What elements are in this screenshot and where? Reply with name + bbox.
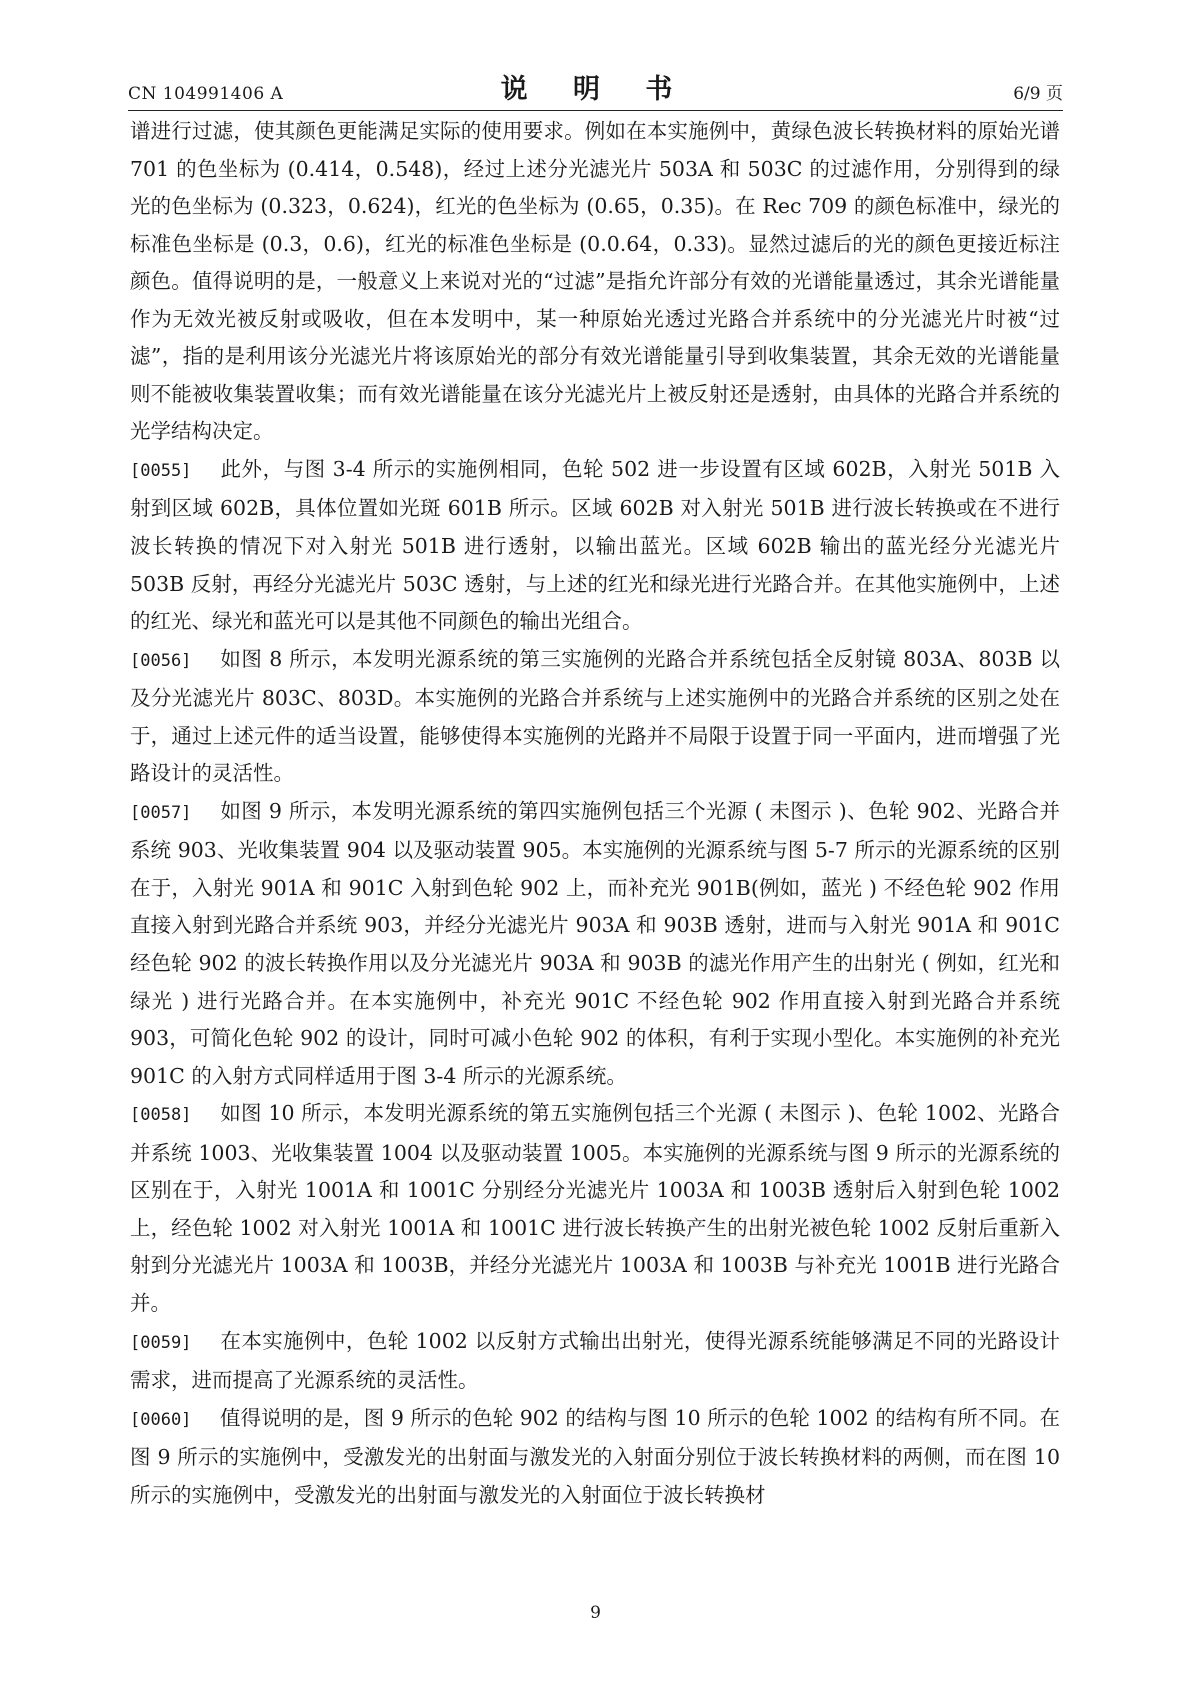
paragraph-number: [0055] [130, 460, 192, 481]
paragraph-number: [0059] [130, 1332, 192, 1353]
paragraph-text: 如图 9 所示，本发明光源系统的第四实施例包括三个光源 ( 未图示 )、色轮 902、光路合并系统 903、光收集装置 904 以及驱动装置 905。本实施例的光源系统与图 5-7 所示的光源系统的区别在于，入射光 901A 和 901C 入射到色轮 902 上，而补充光 901B(例如，蓝光 ) 不经色轮 902 作用直接入射到光路合并系统 903，并经分光滤光片 903A 和 903B 透射，进而与入射光 901A 和 901C 经色轮 902 的波长转换作用以及分光滤光片 903A 和 903B 的滤光作用产生的出射光 ( 例如，红光和绿光 ) 进行光路合并。在本实施例中，补充光 901C 不经色轮 902 作用直接入射到光路合并系统 903，可简化色轮 902 的设计，同时可减小色轮 902 的体积，有利于实现小型化。本实施例的补充光 901C 的入射方式同样适用于图 3-4 所示的光源系统。 [130, 798, 1060, 1088]
document-body [130, 113, 1060, 1514]
paragraph-0055 [130, 451, 1060, 641]
paragraph-0056 [130, 641, 1060, 793]
paragraph-0058 [130, 1095, 1060, 1322]
paragraph-text: 值得说明的是，图 9 所示的色轮 902 的结构与图 10 所示的色轮 1002 的结构有所不同。在图 9 所示的实施例中，受激发光的出射面与激发光的入射面分别位于波长转换材料的两侧，而在图 10 所示的实施例中，受激发光的出射面与激发光的入射面位于波长转换材 [130, 1405, 1060, 1507]
publication-number: CN 104991406 A [128, 84, 284, 104]
paragraph-text: 谱进行过滤，使其颜色更能满足实际的使用要求。例如在本实施例中，黄绿色波长转换材料的原始光谱 701 的色坐标为 (0.414，0.548)，经过上述分光滤光片 503A 和 503C 的过滤作用，分别得到的绿光的色坐标为 (0.323，0.624)，红光的色坐标为 (0.65，0.35)。在 Rec 709 的颜色标准中，绿光的标准色坐标是 (0.3，0.6)，红光的标准色坐标是 (0.0.64，0.33)。显然过滤后的光的颜色更接近标注颜色。值得说明的是，一般意义上来说对光的“过滤”是指允许部分有效的光谱能量透过，其余光谱能量作为无效光被反射或吸收，但在本发明中，某一种原始光透过光路合并系统中的分光滤光片时被“过滤”，指的是利用该分光滤光片将该原始光的部分有效光谱能量引导到收集装置，其余无效的光谱能量则不能被收集装置收集；而有效光谱能量在该分光滤光片上被反射还是透射，由具体的光路合并系统的光学结构决定。 [130, 119, 1060, 444]
paragraph-continued [130, 113, 1060, 451]
paragraph-number: [0057] [130, 802, 192, 823]
paragraph-text: 如图 8 所示，本发明光源系统的第三实施例的光路合并系统包括全反射镜 803A、803B 以及分光滤光片 803C、803D。本实施例的光路合并系统与上述实施例中的光路合并系统的区别之处在于，通过上述元件的适当设置，能够使得本实施例的光路并不局限于设置于同一平面内，进而增强了光路设计的灵活性。 [130, 646, 1060, 786]
paragraph-text: 在本实施例中，色轮 1002 以反射方式输出出射光，使得光源系统能够满足不同的光路设计需求，进而提高了光源系统的灵活性。 [130, 1328, 1060, 1393]
page-footer [0, 1603, 1191, 1623]
page-indicator: 6/9 页 [1013, 84, 1063, 104]
page-header [128, 68, 1063, 111]
paragraph-number: [0058] [130, 1105, 192, 1126]
paragraph-number: [0056] [130, 650, 192, 671]
document-title: 说 明 书 [500, 74, 691, 105]
paragraph-text: 如图 10 所示，本发明光源系统的第五实施例包括三个光源 ( 未图示 )、色轮 1002、光路合并系统 1003、光收集装置 1004 以及驱动装置 1005。本实施例的光源系统与图 9 所示的光源系统的区别在于，入射光 1001A 和 1001C 分别经分光滤光片 1003A 和 1003B 透射后入射到色轮 1002 上，经色轮 1002 对入射光 1001A 和 1001C 进行波长转换产生的出射光被色轮 1002 反射后重新入射到分光滤光片 1003A 和 1003B，并经分光滤光片 1003A 和 1003B 与补充光 1001B 进行光路合并。 [130, 1101, 1060, 1315]
paragraph-number: [0060] [130, 1409, 192, 1430]
page-number: 9 [590, 1603, 601, 1623]
paragraph-0057 [130, 793, 1060, 1095]
paragraph-0059 [130, 1323, 1060, 1400]
paragraph-text: 此外，与图 3-4 所示的实施例相同，色轮 502 进一步设置有区域 602B，入射光 501B 入射到区域 602B，具体位置如光斑 601B 所示。区域 602B 对入射光 501B 进行波长转换或在不进行波长转换的情况下对入射光 501B 进行透射，以输出蓝光。区域 602B 输出的蓝光经分光滤光片 503B 反射，再经分光滤光片 503C 透射，与上述的红光和绿光进行光路合并。在其他实施例中，上述的红光、绿光和蓝光可以是其他不同颜色的输出光组合。 [130, 456, 1060, 634]
paragraph-0060 [130, 1400, 1060, 1515]
